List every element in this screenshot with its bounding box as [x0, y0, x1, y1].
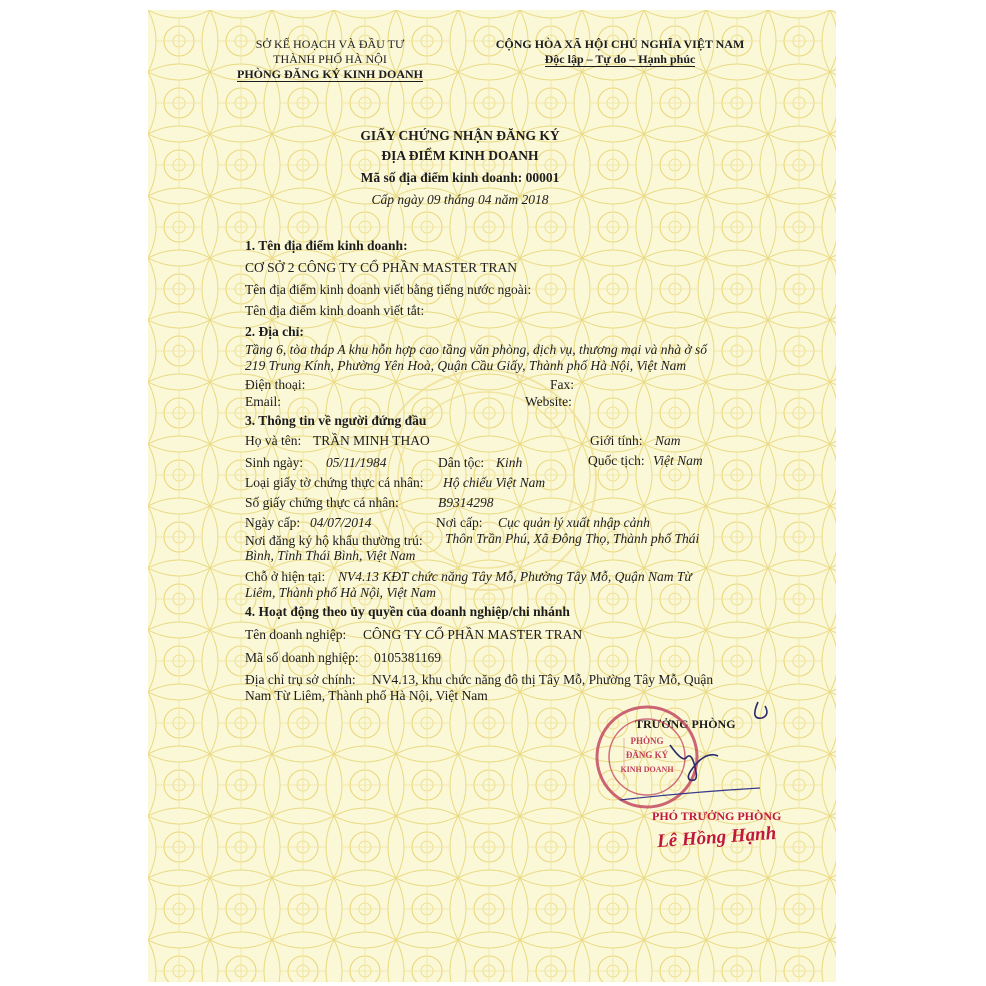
- current-address-value2: Liêm, Thành phố Hà Nội, Việt Nam: [245, 585, 437, 600]
- hq-value1: NV4.13, khu chức năng đô thị Tây Mỗ, Phường Tây Mỗ, Quận: [372, 672, 714, 687]
- company-code-value: 0105381169: [374, 650, 441, 665]
- header-motto: Độc lập – Tự do – Hạnh phúc: [544, 52, 696, 66]
- section1-heading: 1. Tên địa điểm kinh doanh:: [245, 238, 408, 253]
- hq-label: Địa chỉ trụ sở chính:: [245, 672, 356, 687]
- issue-place-value: Cục quản lý xuất nhập cảnh: [498, 515, 650, 530]
- idtype-label: Loại giấy tờ chứng thực cá nhân:: [245, 475, 424, 490]
- title-line2: ĐỊA ĐIỂM KINH DOANH: [381, 148, 539, 163]
- header-office: PHÒNG ĐĂNG KÝ KINH DOANH: [237, 67, 423, 81]
- idno-label: Số giấy chứng thực cá nhân:: [245, 495, 399, 510]
- ethnic-label: Dân tộc:: [438, 455, 485, 470]
- name-label: Họ và tên:: [245, 433, 302, 448]
- dob-label: Sinh ngày:: [245, 455, 304, 470]
- phone-label: Điện thoại:: [245, 377, 306, 392]
- fax-label: Fax:: [550, 377, 575, 392]
- residence-value2: Bình, Tỉnh Thái Bình, Việt Nam: [245, 548, 416, 563]
- email-label: Email:: [245, 394, 281, 409]
- pen-signature: [600, 700, 790, 810]
- company-label: Tên doanh nghiệp:: [245, 627, 347, 642]
- title-issued: Cấp ngày 09 tháng 04 năm 2018: [371, 192, 549, 207]
- residence-value1: Thôn Trần Phú, Xã Đông Thọ, Thành phố Thái: [445, 531, 700, 546]
- title-code: Mã số địa điểm kinh doanh: 00001: [360, 170, 560, 185]
- address-line2: 219 Trung Kính, Phường Yên Hoà, Quận Cầu Giấy, Thành phố Hà Nội, Việt Nam: [245, 358, 687, 373]
- idtype-value: Hộ chiếu Việt Nam: [443, 475, 546, 490]
- section3-heading: 3. Thông tin về người đứng đầu: [245, 413, 427, 428]
- header-republic: CỘNG HÒA XÃ HỘI CHỦ NGHĨA VIỆT NAM: [495, 37, 745, 51]
- issue-place-label: Nơi cấp:: [436, 515, 483, 530]
- gender-value: Nam: [655, 433, 681, 448]
- gender-label: Giới tính:: [590, 433, 643, 448]
- stamp-line2: ĐĂNG KÝ: [625, 750, 669, 760]
- section2-heading: 2. Địa chỉ:: [245, 324, 304, 339]
- current-address-value1: NV4.13 KĐT chức năng Tây Mỗ, Phường Tây Mỗ, Quận Nam Từ: [338, 569, 692, 584]
- dob-value: 05/11/1984: [326, 455, 387, 470]
- stamp-line3: KINH DOANH: [620, 765, 674, 774]
- current-address-label: Chỗ ở hiện tại:: [245, 569, 326, 584]
- company-value: CÔNG TY CỔ PHẦN MASTER TRAN: [363, 627, 583, 642]
- residence-label: Nơi đăng ký hộ khẩu thường trú:: [245, 533, 423, 548]
- section4-heading: 4. Hoạt động theo ủy quyền của doanh nghiệp/chi nhánh: [245, 604, 570, 619]
- signer-name: Lê Hồng Hạnh: [656, 822, 777, 853]
- deputy-title: PHÓ TRƯỞNG PHÒNG: [652, 809, 782, 823]
- idno-value: B9314298: [438, 495, 494, 510]
- nationality-label: Quốc tịch:: [588, 453, 645, 468]
- company-code-label: Mã số doanh nghiệp:: [245, 650, 359, 665]
- website-label: Website:: [525, 394, 572, 409]
- signature-title: TRƯỞNG PHÒNG: [635, 717, 736, 731]
- short-name-label: Tên địa điểm kinh doanh viết tắt:: [245, 303, 425, 318]
- address-line1: Tầng 6, tòa tháp A khu hỗn hợp cao tầng văn phòng, dịch vụ, thương mại và nhà ở số: [245, 342, 707, 357]
- issue-date-label: Ngày cấp:: [245, 515, 301, 530]
- ethnic-value: Kinh: [496, 455, 523, 470]
- nationality-value: Việt Nam: [653, 453, 703, 468]
- foreign-name-label: Tên địa điểm kinh doanh viết bằng tiếng nước ngoài:: [245, 282, 532, 297]
- header-ministry: SỞ KẾ HOẠCH VÀ ĐẦU TƯ: [255, 37, 405, 51]
- header-city: THÀNH PHỐ HÀ NỘI: [273, 52, 387, 66]
- stamp-line1: PHÒNG: [630, 736, 664, 746]
- title-line1: GIẤY CHỨNG NHẬN ĐĂNG KÝ: [360, 128, 560, 143]
- name-value: TRẦN MINH THAO: [313, 433, 430, 448]
- location-name: CƠ SỞ 2 CÔNG TY CỔ PHẦN MASTER TRAN: [245, 260, 518, 275]
- issue-date-value: 04/07/2014: [310, 515, 372, 530]
- hq-value2: Nam Từ Liêm, Thành phố Hà Nội, Việt Nam: [245, 688, 488, 703]
